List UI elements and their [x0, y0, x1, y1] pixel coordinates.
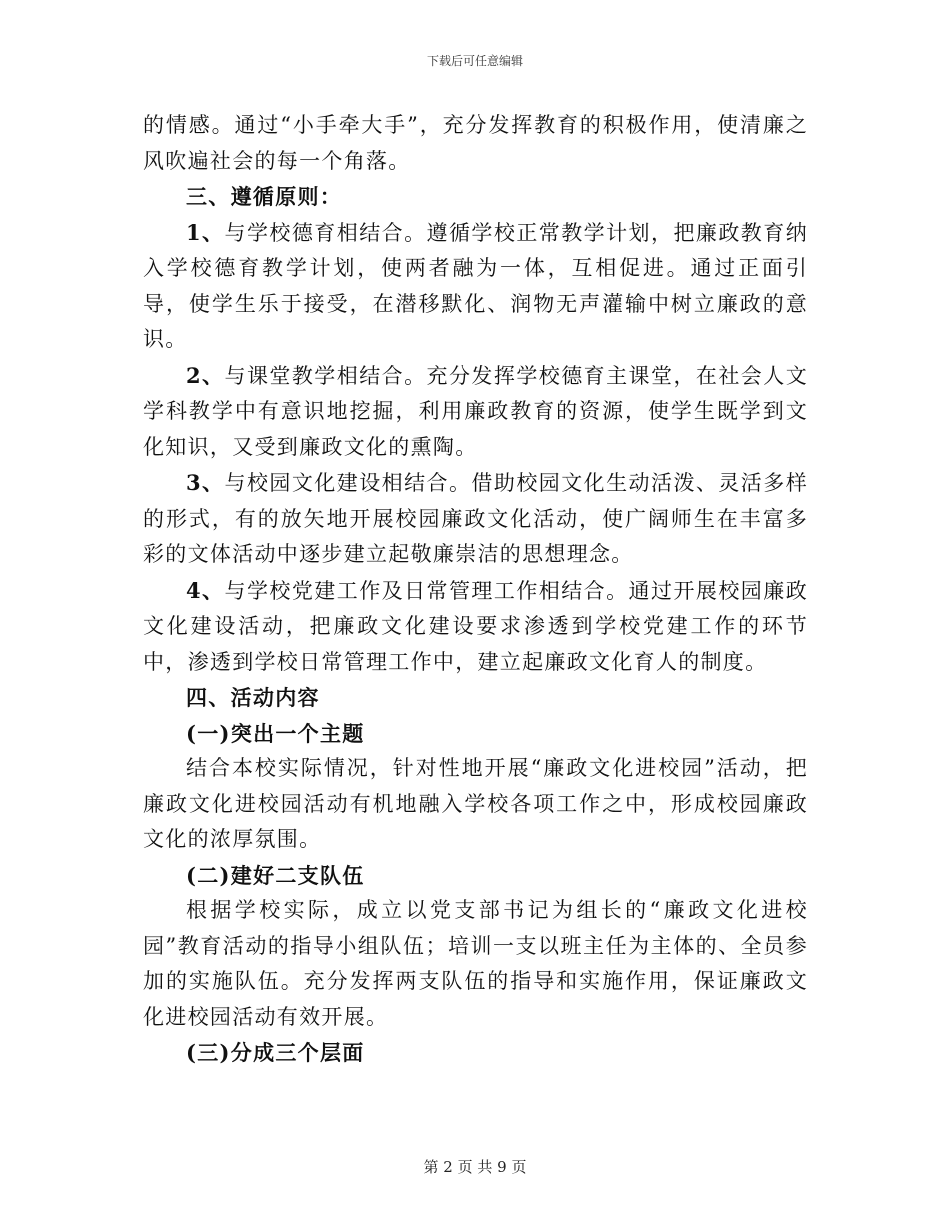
principle-number-2: 2、 [186, 362, 225, 388]
principle-paragraph-3 [143, 465, 808, 573]
subsection-paragraph-1: 结合本校实际情况，针对性地开展“廉政文化进校园”活动，把廉政文化进校园活动有机地融入学校各项工作之中，形成校园廉政文化的浓厚氛围。 [143, 756, 808, 851]
subsection-heading-2: (二)建好二支队伍 [186, 862, 365, 888]
principle-number-4: 4、 [186, 577, 225, 603]
section-heading-four: 四、活动内容 [186, 685, 320, 710]
subsection-paragraph-2: 根据学校实际，成立以党支部书记为组长的“廉政文化进校园”教育活动的指导小组队伍；培训一支以班主任为主体的、全员参加的实施队伍。充分发挥两支队伍的指导和实施作用，保证廉政文化进校园活动有效开展。 [143, 898, 808, 1029]
principle-text-1: 与学校德育相结合。遵循学校正常教学计划，把廉政教育纳入学校德育教学计划，使两者融为一体，互相促进。通过正面引导，使学生乐于接受，在潜移默化、润物无声灌输中树立廉政的意识。 [143, 220, 808, 351]
intro-paragraph: 的情感。通过“小手牵大手”，充分发挥教育的积极作用，使清廉之风吹遍社会的每一个角落。 [143, 113, 808, 173]
principle-text-4: 与学校党建工作及日常管理工作相结合。通过开展校园廉政文化建设活动，把廉政文化建设要求渗透到学校党建工作的环节中，渗透到学校日常管理工作中，建立起廉政文化育人的制度。 [143, 578, 808, 674]
principle-paragraph-4 [143, 573, 808, 681]
subsection-heading-3: (三)分成三个层面 [186, 1040, 365, 1065]
principle-text-2: 与课堂教学相结合。充分发挥学校德育主课堂，在社会人文学科教学中有意识地挖掘，利用廉政教育的资源，使学生既学到文化知识，又受到廉政文化的熏陶。 [143, 363, 808, 459]
principle-text-3: 与校园文化建设相结合。借助校园文化生动活泼、灵活多样的形式，有的放矢地开展校园廉政文化活动，使广阔师生在丰富多彩的文体活动中逐步建立起敬廉崇洁的思想理念。 [143, 471, 808, 566]
principle-paragraph-2 [143, 358, 808, 466]
page-header: 下载后可任意编辑 [426, 54, 523, 68]
document-body [143, 108, 808, 1071]
principle-paragraph-1 [143, 215, 808, 358]
principle-number-1: 1、 [186, 219, 225, 245]
section-heading-three: 三、遵循原则： [186, 184, 343, 209]
page-number: 第 2 页 共 9 页 [423, 1158, 527, 1176]
principle-number-3: 3、 [186, 470, 225, 495]
subsection-heading-1: (一)突出一个主题 [186, 720, 365, 746]
